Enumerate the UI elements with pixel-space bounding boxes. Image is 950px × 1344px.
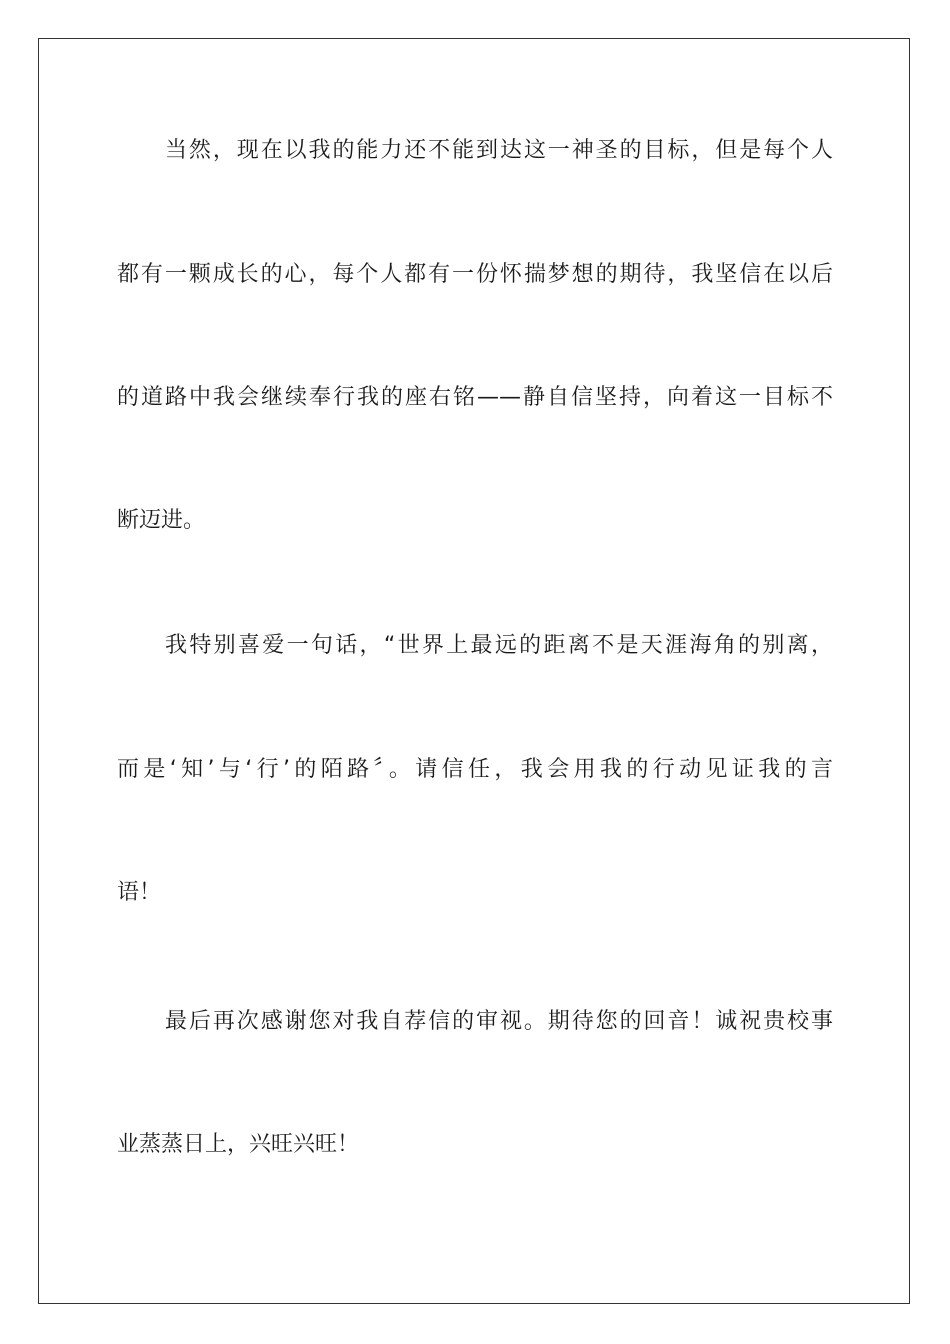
- paragraph-2-line-2: 而是‘知’与‘行’的陌路〞。请信任，我会用我的行动见证我的言: [117, 757, 833, 782]
- paragraph-2-line-3: 语！: [117, 880, 162, 905]
- paragraph-1-line-2: 都有一颗成长的心，每个人都有一份怀揣梦想的期待，我坚信在以后: [117, 262, 833, 287]
- paragraph-3-line-1: 最后再次感谢您对我自荐信的审视。期待您的回音！诚祝贵校事: [165, 1009, 833, 1034]
- paragraph-1-line-3: 的道路中我会继续奉行我的座右铭——静自信坚持，向着这一目标不: [117, 385, 833, 410]
- page-border: [38, 38, 910, 1304]
- paragraph-3-line-2: 业蒸蒸日上，兴旺兴旺！: [117, 1132, 360, 1157]
- paragraph-1-line-4: 断迈进。: [117, 508, 206, 533]
- paragraph-2-line-1: 我特别喜爱一句话，“世界上最远的距离不是天涯海角的别离，: [165, 633, 833, 658]
- paragraph-1-line-1: 当然，现在以我的能力还不能到达这一神圣的目标，但是每个人: [165, 138, 833, 163]
